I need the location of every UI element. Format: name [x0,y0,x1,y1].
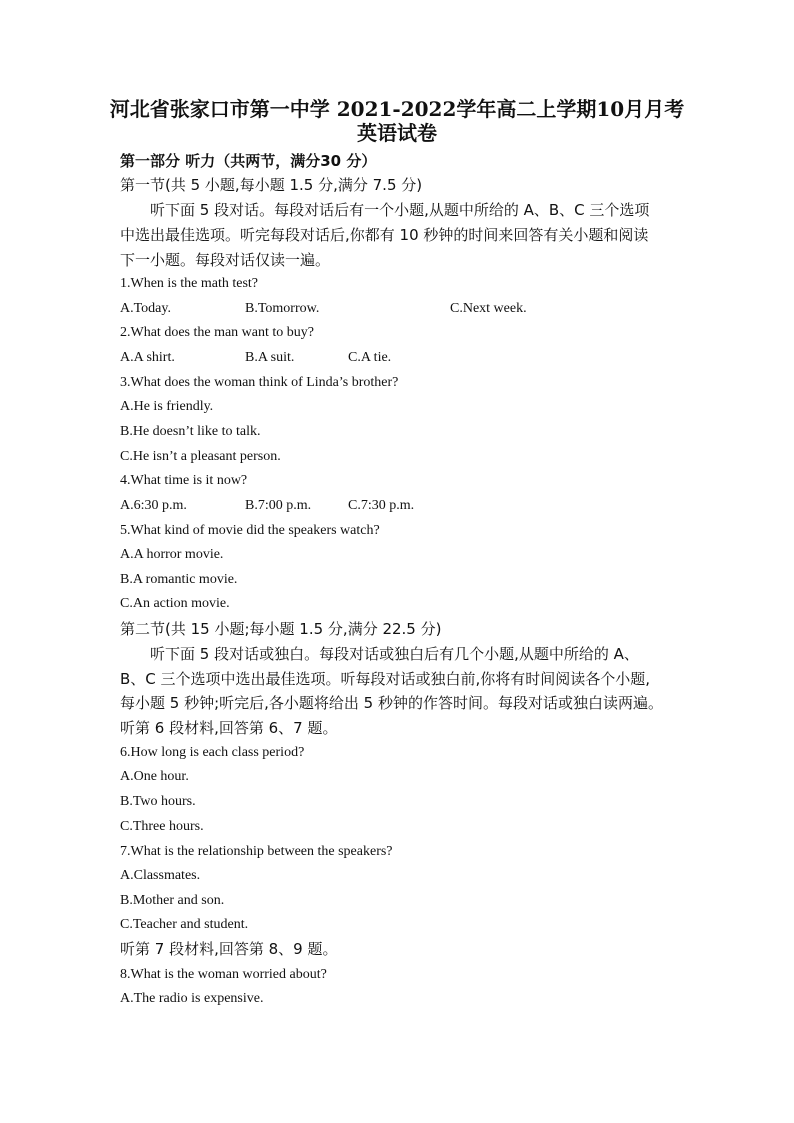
section2-heading: 第二节(共 15 小题;每小题 1.5 分,满分 22.5 分) [120,620,442,638]
question-stem: 5.What kind of movie did the speakers watch? [120,523,380,538]
option-c: C.Three hours. [120,819,204,834]
section1-heading: 第一节(共 5 小题,每小题 1.5 分,满分 7.5 分) [120,176,423,194]
option-a: A.One hour. [120,769,189,784]
option-c: C.Teacher and student. [120,917,249,932]
option-c: C.7:30 p.m. [348,498,415,513]
section1-instruction-line: 中选出最佳选项。听完每段对话后,你都有 10 秒钟的时间来回答有关小题和阅读 [120,226,649,244]
option-c: C.Next week. [450,301,527,316]
exam-title: 河北省张家口市第一中学 2021-2022学年高二上学期10月月考 [109,97,685,121]
section2-instruction-line: B、C 三个选项中选出最佳选项。听每段对话或独白前,你将有时间阅读各个小题, [120,670,651,688]
section2-instruction-line: 听下面 5 段对话或独白。每段对话或独白后有几个小题,从题中所给的 A、 [150,645,639,663]
option-a: A.Today. [120,301,171,316]
option-b: B.A suit. [245,350,295,365]
question-stem: 3.What does the woman think of Linda’s brother? [120,375,399,390]
part1-heading: 第一部分 听力（共两节，满分30 分） [120,152,377,170]
exam-subtitle: 英语试卷 [357,121,437,145]
option-a: A.Classmates. [120,868,201,883]
option-c: C.A tie. [348,350,392,365]
material-note: 听第 7 段材料,回答第 8、9 题。 [120,940,338,958]
option-a: A.6:30 p.m. [120,498,187,513]
question-stem: 2.What does the man want to buy? [120,325,315,340]
question-stem: 4.What time is it now? [120,473,248,488]
option-a: A.He is friendly. [120,399,214,414]
section2-instruction-line: 每小题 5 秒钟;听完后,各小题将给出 5 秒钟的作答时间。每段对话或独白读两遍。 [120,694,663,712]
section1-instruction-line: 听下面 5 段对话。每段对话后有一个小题,从题中所给的 A、B、C 三个选项 [150,201,650,219]
option-b: B.Mother and son. [120,893,225,908]
option-a: A.A horror movie. [120,547,224,562]
question-stem: 7.What is the relationship between the speakers? [120,844,393,859]
option-a: A.The radio is expensive. [120,991,264,1006]
question-stem: 8.What is the woman worried about? [120,967,327,982]
question-stem: 6.How long is each class period? [120,745,305,760]
option-b: B.He doesn’t like to talk. [120,424,261,439]
option-b: B.Tomorrow. [245,301,320,316]
option-b: B.A romantic movie. [120,572,238,587]
option-c: C.He isn’t a pleasant person. [120,449,281,464]
material-note: 听第 6 段材料,回答第 6、7 题。 [120,719,338,737]
option-b: B.7:00 p.m. [245,498,312,513]
question-stem: 1.When is the math test? [120,276,259,291]
option-b: B.Two hours. [120,794,196,809]
section1-instruction-line: 下一小题。每段对话仅读一遍。 [120,251,331,269]
option-a: A.A shirt. [120,350,175,365]
option-c: C.An action movie. [120,596,230,611]
